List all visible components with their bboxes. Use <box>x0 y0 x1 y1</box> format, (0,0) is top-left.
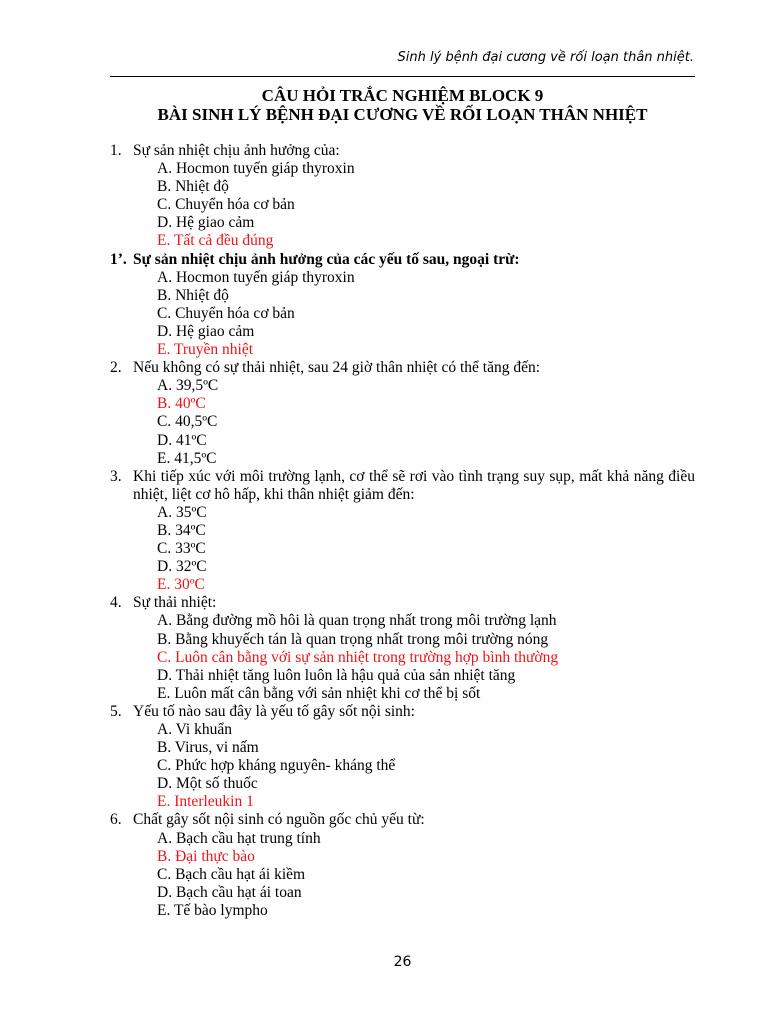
answer-option-correct: B. Đại thực bào <box>157 847 255 865</box>
answer-option: B. Bằng khuyếch tán là quan trọng nhất trong môi trường nóng <box>157 630 549 648</box>
answer-option: D. Hệ giao cảm <box>157 322 255 340</box>
question-block <box>110 703 695 812</box>
question-text: Nếu không có sự thải nhiệt, sau 24 giờ thân nhiệt có thể tăng đến: <box>133 359 541 377</box>
question-number: 1’. <box>110 250 127 268</box>
question-number: 1. <box>110 142 122 159</box>
answer-option: A. Hocmon tuyến giáp thyroxin <box>157 268 355 286</box>
answer-option-correct: E. Interleukin 1 <box>157 793 254 811</box>
answer-option: B. 34ºC <box>157 521 206 539</box>
question-text: Sự sản nhiệt chịu ảnh hưởng của các yếu tố sau, ngoại trừ: <box>133 250 520 268</box>
answer-option: C. 33ºC <box>157 540 206 558</box>
title-line-1: CÂU HỎI TRẮC NGHIỆM BLOCK 9 <box>261 86 544 105</box>
answer-option: E. Tế bào lympho <box>157 901 268 919</box>
answer-option: C. 40,5ºC <box>157 413 218 431</box>
answer-option: A. Hocmon tuyến giáp thyroxin <box>157 160 355 178</box>
answer-option: D. Hệ giao cảm <box>157 214 255 232</box>
question-stem <box>110 359 695 377</box>
answer-option-correct: C. Luôn cân bằng với sự sản nhiệt trong trường hợp bình thường <box>157 648 559 666</box>
answer-option: A. Vi khuẩn <box>157 721 232 738</box>
answer-option: B. Nhiệt độ <box>157 178 229 196</box>
question-block <box>110 251 695 360</box>
question-block <box>110 594 695 703</box>
answer-option: C. Chuyển hóa cơ bản <box>157 304 295 322</box>
question-text: Yếu tố nào sau đây là yếu tố gây sốt nội sinh: <box>133 702 415 720</box>
answer-option: E. 41,5ºC <box>157 449 217 467</box>
answer-option-correct: E. Truyền nhiệt <box>157 341 254 359</box>
answer-option: A. Bằng đường mồ hôi là quan trọng nhất trong môi trường lạnh <box>157 612 557 630</box>
question-block <box>110 468 695 595</box>
page-number: 26 <box>393 954 412 970</box>
answer-option: B. Nhiệt độ <box>157 286 229 304</box>
answer-option: C. Chuyển hóa cơ bản <box>157 196 295 214</box>
question-text: Chất gây sốt nội sinh có nguồn gốc chủ yếu từ: <box>133 811 425 829</box>
header-rule <box>110 76 695 77</box>
question-block <box>110 359 695 468</box>
answer-option: A. 39,5ºC <box>157 377 219 395</box>
answer-option: B. Virus, vi nấm <box>157 739 259 757</box>
answer-option: D. 32ºC <box>157 558 207 576</box>
answer-option: D. Bạch cầu hạt ái toan <box>157 883 302 901</box>
answer-option: D. Thải nhiệt tăng luôn luôn là hậu quả của sản nhiệt tăng <box>157 666 516 684</box>
question-text: Sự sản nhiệt chịu ảnh hưởng của: <box>133 142 340 159</box>
question-stem <box>110 142 695 160</box>
running-header: Sinh lý bệnh đại cương về rối loạn thân nhiệt. <box>397 50 694 65</box>
title-line-2: BÀI SINH LÝ BỆNH ĐẠI CƯƠNG VỀ RỐI LOẠN THÂN NHIỆT <box>157 105 648 124</box>
question-stem <box>110 594 695 612</box>
question-block <box>110 811 695 920</box>
question-block <box>110 142 695 251</box>
answer-option: A. 35ºC <box>157 503 207 521</box>
answer-option-correct: E. 30ºC <box>157 576 205 594</box>
answer-option: A. Bạch cầu hạt trung tính <box>157 829 321 847</box>
question-number: 3. <box>110 467 122 485</box>
answer-option-correct: E. Tất cả đều đúng <box>157 232 274 250</box>
page-title <box>110 86 695 124</box>
question-stem <box>110 811 695 829</box>
question-number: 4. <box>110 594 122 612</box>
question-number: 2. <box>110 359 122 377</box>
question-number: 5. <box>110 702 122 720</box>
answer-option: E. Luôn mất cân bằng với sản nhiệt khi cơ thể bị sốt <box>157 684 481 702</box>
question-list <box>110 142 695 920</box>
question-stem <box>110 703 695 721</box>
answer-option: C. Bạch cầu hạt ái kiềm <box>157 865 306 883</box>
question-stem <box>110 468 695 504</box>
answer-option: D. Một số thuốc <box>157 775 258 793</box>
answer-option-correct: B. 40ºC <box>157 395 206 413</box>
question-number: 6. <box>110 811 122 829</box>
question-stem <box>110 251 695 269</box>
answer-option: D. 41ºC <box>157 431 207 449</box>
question-text: Khi tiếp xúc với môi trường lạnh, cơ thể sẽ rơi vào tình trạng suy sụp, mất khả năng điều nhiệt, liệt cơ hô hấp, khi thân nhiệt giảm đến: <box>133 467 695 503</box>
question-text: Sự thải nhiệt: <box>133 594 217 612</box>
answer-option: C. Phức hợp kháng nguyên- kháng thể <box>157 757 396 775</box>
